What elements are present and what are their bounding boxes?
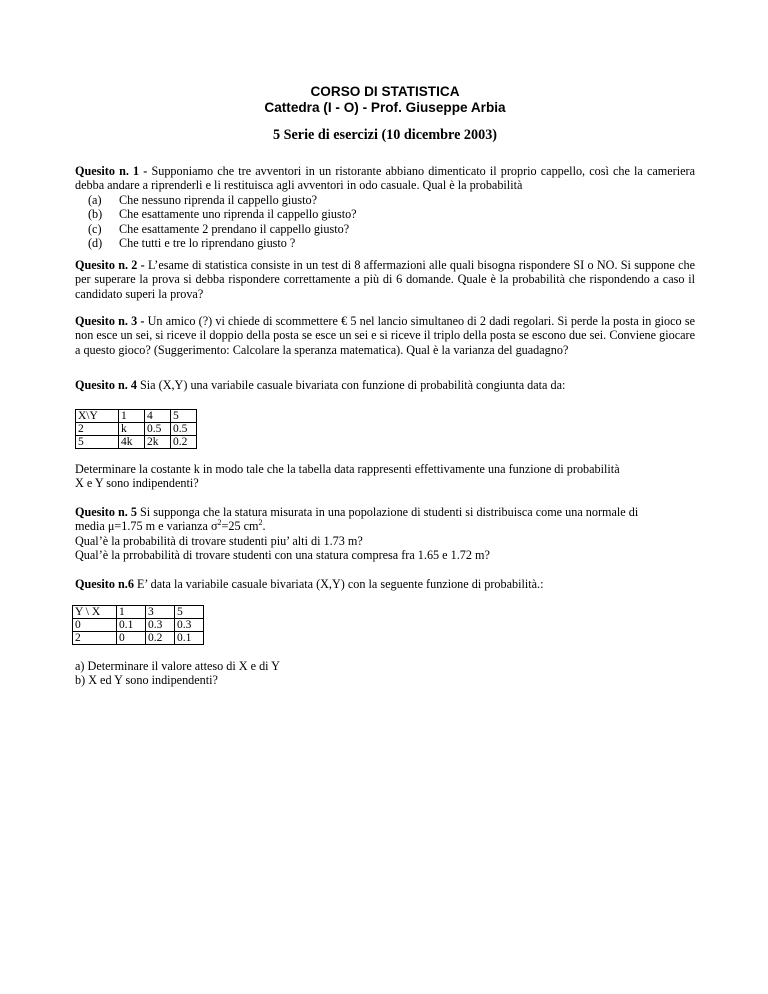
question-4-followup-2: X e Y sono indipendenti? xyxy=(75,476,199,491)
question-2-text: L’esame di statistica consiste in un test di 8 affermazioni alle quali bisogna rispondere SI o NO. Si suppone che per superare la prova si debba rispondere correttamente a più di 6 domande. Quale è la probabilità che rispondendo a caso il candidato superi la prova? xyxy=(75,258,695,301)
option-d xyxy=(75,236,695,250)
table-cell: 0.1 xyxy=(117,619,146,632)
table-row xyxy=(76,436,197,449)
serie-title: 5 Serie di esercizi (10 dicembre 2003) xyxy=(272,127,498,143)
question-6 xyxy=(75,577,695,591)
question-1-label: Quesito n. 1 - xyxy=(75,164,148,178)
question-3 xyxy=(75,314,695,357)
table-cell: 2 xyxy=(76,423,119,436)
option-a-text: Che nessuno riprenda il cappello giusto? xyxy=(119,193,317,207)
table-cell: 0 xyxy=(117,632,146,645)
text-fragment: media xyxy=(75,519,108,534)
table-row xyxy=(73,619,204,632)
table-cell: 1 xyxy=(117,606,146,619)
table-cell: 0.2 xyxy=(171,436,197,449)
question-3-label: Quesito n. 3 - xyxy=(75,314,145,328)
table-cell: 0.3 xyxy=(146,619,175,632)
table-cell: 1 xyxy=(119,410,145,423)
joint-probability-table-1 xyxy=(75,409,197,449)
question-1 xyxy=(75,164,695,193)
question-5 xyxy=(75,505,695,563)
option-d-label: (d) xyxy=(88,236,103,251)
question-6-text: E’ data la variabile casuale bivariata (X,Y) con la seguente funzione di probabilità.: xyxy=(133,577,544,591)
table-row xyxy=(73,632,204,645)
text-fragment: . xyxy=(262,519,266,534)
question-2-label: Quesito n. 2 - xyxy=(75,258,145,272)
question-4 xyxy=(75,378,695,392)
chair-title: Cattedra (I - O) - Prof. Giuseppe Arbia xyxy=(264,100,506,115)
question-1-text: Supponiamo che tre avventori in un ristorante abbiano dimenticato il proprio cappello, così che la cameriera debba andare a riprenderli e li restituisca agli avventori in odo casuale. Qual è la probabilità xyxy=(75,164,695,193)
option-a-label: (a) xyxy=(88,193,102,207)
table-cell: 2k xyxy=(145,436,171,449)
table-row xyxy=(76,423,197,436)
table-cell: 0.2 xyxy=(146,632,175,645)
text-fragment: =25 cm xyxy=(221,519,259,534)
option-d-text: Che tutti e tre lo riprendano giusto ? xyxy=(119,236,296,251)
question-1-options xyxy=(75,193,695,251)
question-6-task-b: b) X ed Y sono indipendenti? xyxy=(75,673,218,688)
superscript: 2 xyxy=(258,518,263,528)
text-fragment: =1.75 m e varianza xyxy=(114,519,211,534)
question-5-line-4: Qual’è la prrobabilità di trovare studenti con una statura compresa fra 1.65 e 1.72 m? xyxy=(75,548,490,563)
question-5-line-3: Qual’è la probabilità di trovare studenti piu’ alti di 1.73 m? xyxy=(75,533,363,548)
table-cell: 0.1 xyxy=(175,632,204,645)
table-cell: 4k xyxy=(119,436,145,449)
table-cell: 0.5 xyxy=(145,423,171,436)
question-3-text: Un amico (?) vi chiede di scommettere € 5 nel lancio simultaneo di 2 dadi regolari. Si perde la posta in gioco se non esce un sei, si riceve il doppio della posta se esce un sei e si riceve il triplo della posta se escono due sei. Conviene giocare a questo gioco? (Suggerimento: Calcolare la speranza matematica). Qual è la varianza del guadagno? xyxy=(75,314,695,357)
table-cell: 3 xyxy=(146,606,175,619)
question-5-params xyxy=(75,519,695,533)
option-b-label: (b) xyxy=(88,207,103,222)
option-c-text: Che esattamente 2 prendano il cappello giusto? xyxy=(119,221,350,236)
joint-probability-table-2 xyxy=(72,605,204,645)
course-title: CORSO DI STATISTICA xyxy=(310,84,460,99)
question-4-text: Sia (X,Y) una variabile casuale bivariata con funzione di probabilità congiunta data da: xyxy=(136,378,566,392)
question-6-task-a: a) Determinare il valore atteso di X e di Y xyxy=(75,659,280,673)
table-cell: 5 xyxy=(171,410,197,423)
question-4-label: Quesito n. 4 xyxy=(75,378,137,392)
option-b-text: Che esattamente uno riprenda il cappello giusto? xyxy=(119,207,357,222)
question-4-followup-1: Determinare la costante k in modo tale che la tabella data rappresenti effettivamente una funzione di probabilità xyxy=(75,462,620,476)
mu-symbol: μ xyxy=(107,519,115,534)
table-cell: Y \ X xyxy=(73,606,117,619)
question-5-label: Quesito n. 5 xyxy=(75,505,137,519)
table-cell: 2 xyxy=(73,632,117,645)
superscript: 2 xyxy=(217,518,222,528)
table-cell: 0.5 xyxy=(171,423,197,436)
option-c xyxy=(75,222,695,236)
question-4-followup xyxy=(75,462,695,491)
question-6-label: Quesito n.6 xyxy=(75,577,134,591)
option-a xyxy=(75,193,695,207)
table-cell: X\Y xyxy=(76,410,119,423)
sigma-symbol: σ xyxy=(210,519,218,534)
table-row xyxy=(73,606,204,619)
table-cell: 0.3 xyxy=(175,619,204,632)
question-2 xyxy=(75,258,695,301)
question-6-tasks xyxy=(75,659,695,688)
table-cell: 5 xyxy=(76,436,119,449)
option-b xyxy=(75,207,695,221)
option-c-label: (c) xyxy=(88,221,102,236)
table-cell: 4 xyxy=(145,410,171,423)
table-cell: k xyxy=(119,423,145,436)
table-row xyxy=(76,410,197,423)
question-5-text: Si supponga che la statura misurata in una popolazione di studenti si distribuisca come una normale di xyxy=(136,505,639,519)
table-cell: 5 xyxy=(175,606,204,619)
table-cell: 0 xyxy=(73,619,117,632)
